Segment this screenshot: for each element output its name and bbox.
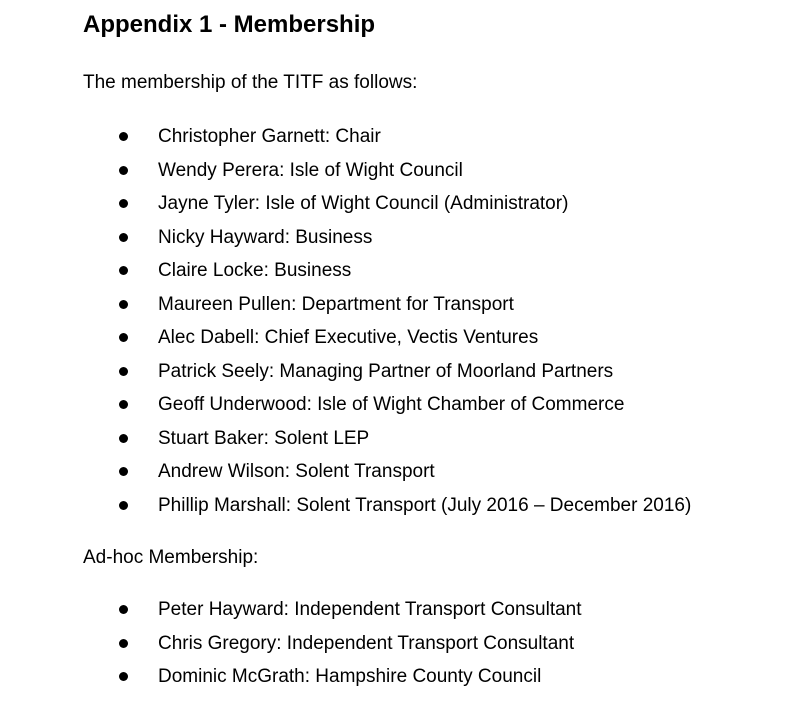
page-title: Appendix 1 - Membership bbox=[83, 11, 376, 38]
member-entry: Geoff Underwood: Isle of Wight Chamber of Commerce bbox=[158, 394, 625, 415]
bullet-icon bbox=[119, 333, 128, 342]
member-entry: Maureen Pullen: Department for Transport bbox=[158, 293, 514, 315]
bullet-icon bbox=[119, 266, 128, 275]
bullet-icon bbox=[119, 434, 128, 443]
member-entry: Phillip Marshall: Solent Transport (July 2016 – December 2016) bbox=[158, 494, 692, 516]
bullet-icon bbox=[119, 400, 128, 409]
bullet-icon bbox=[119, 605, 128, 614]
bullet-icon bbox=[119, 467, 128, 476]
bullet-icon bbox=[119, 199, 128, 208]
member-entry: Wendy Perera: Isle of Wight Council bbox=[158, 159, 463, 181]
bullet-icon bbox=[119, 501, 128, 510]
bullet-icon bbox=[119, 300, 128, 309]
member-entry: Alec Dabell: Chief Executive, Vectis Ventures bbox=[158, 327, 539, 348]
bullet-icon bbox=[119, 672, 128, 681]
bullet-icon bbox=[119, 166, 128, 175]
adhoc-member-entry: Chris Gregory: Independent Transport Consultant bbox=[158, 632, 575, 654]
adhoc-member-entry: Dominic McGrath: Hampshire County Council bbox=[158, 666, 542, 687]
member-entry: Andrew Wilson: Solent Transport bbox=[158, 461, 435, 482]
bullet-icon bbox=[119, 367, 128, 376]
member-entry: Jayne Tyler: Isle of Wight Council (Administrator) bbox=[158, 193, 569, 214]
intro-text: The membership of the TITF as follows: bbox=[83, 72, 418, 93]
bullet-icon bbox=[119, 132, 128, 141]
member-entry: Stuart Baker: Solent LEP bbox=[158, 427, 370, 449]
bullet-icon bbox=[119, 233, 128, 242]
member-entry: Christopher Garnett: Chair bbox=[158, 126, 381, 147]
adhoc-heading: Ad-hoc Membership: bbox=[83, 547, 259, 568]
member-entry: Nicky Hayward: Business bbox=[158, 226, 373, 248]
member-entry: Patrick Seely: Managing Partner of Moorland Partners bbox=[158, 360, 614, 382]
bullet-icon bbox=[119, 639, 128, 648]
member-entry: Claire Locke: Business bbox=[158, 260, 352, 281]
adhoc-member-entry: Peter Hayward: Independent Transport Consultant bbox=[158, 599, 582, 620]
